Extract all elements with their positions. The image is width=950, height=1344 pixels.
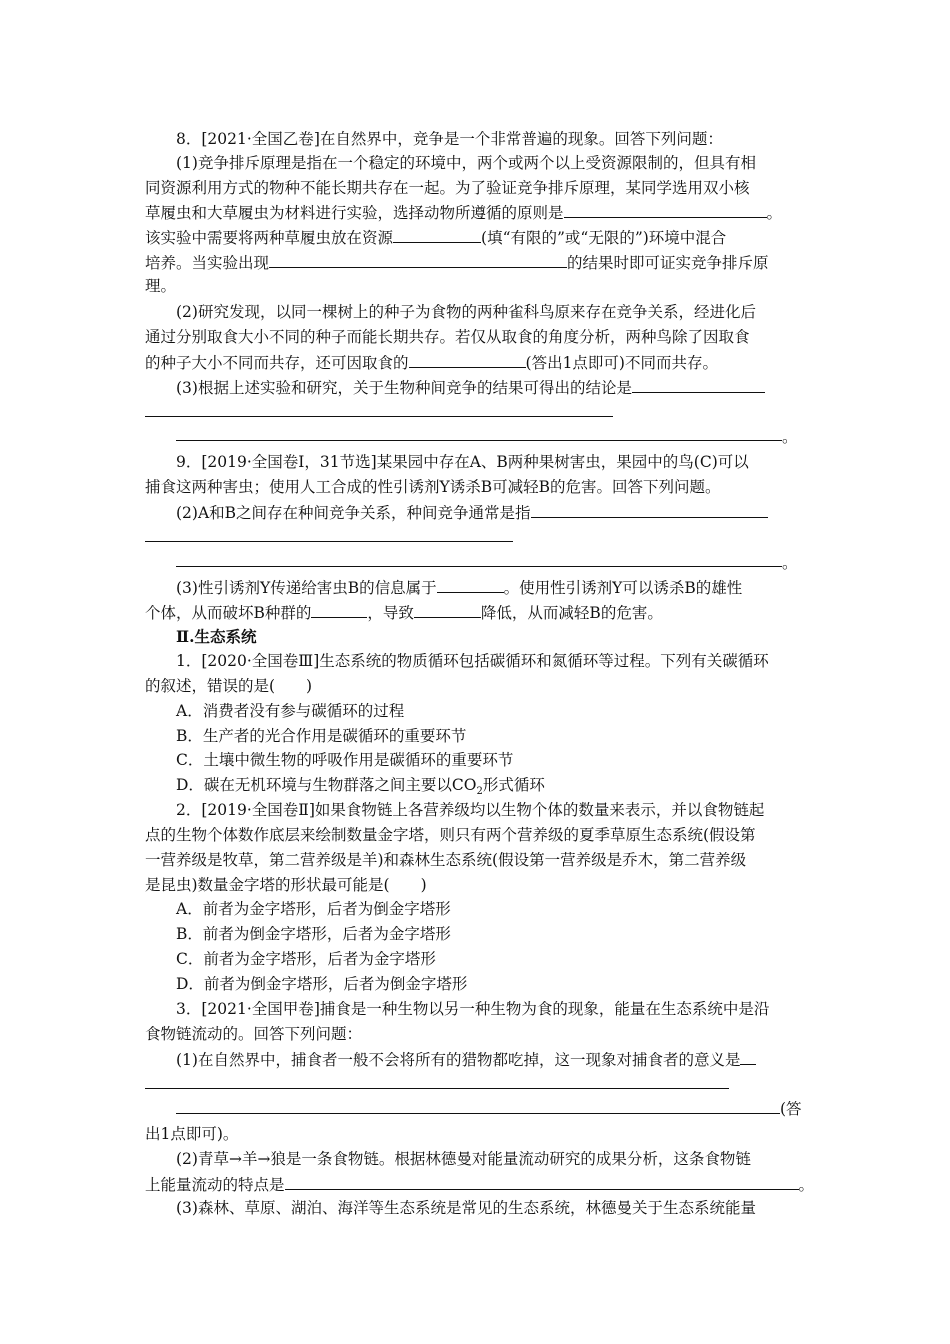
answer-line[interactable] — [145, 416, 613, 417]
q2-stem-line3: 一营养级是牧草，第二营养级是羊)和森林生态系统(假设第一营养级是乔木，第二营养级 — [145, 851, 747, 869]
q8-p1-line3: 草履虫和大草履虫为材料进行实验，选择动物所遵循的原则是 。 — [145, 200, 782, 226]
q9-p3-line2: 个体，从而破坏B种群的 ，导致 降低，从而减轻B的危害。 — [145, 600, 663, 626]
q3-p2-line1: (2)青草→羊→狼是一条食物链。根据林德曼对能量流动研究的成果分析，这条食物链 — [176, 1150, 751, 1168]
q9-p2-end: 。 — [782, 554, 798, 572]
q8-p1-line6: 理。 — [145, 277, 177, 295]
q1-option-c[interactable]: C．土壤中微生物的呼吸作用是碳循环的重要环节 — [176, 751, 514, 769]
answer-line[interactable] — [176, 440, 782, 441]
q8-p2-line3: 的种子大小不同而共存，还可因取食的 (答出1点即可)不同而共存。 — [145, 350, 718, 376]
q3-p3-line1: (3)森林、草原、湖泊、海洋等生态系统是常见的生态系统，林德曼关于生态系统能量 — [176, 1199, 756, 1217]
answer-blank[interactable] — [285, 1172, 799, 1190]
q3-p1-line1: (1)在自然界中，捕食者一般不会将所有的猎物都吃掉，这一现象对捕食者的意义是 — [176, 1047, 756, 1073]
q9-stem: 9．[2019·全国卷Ⅰ，31节选]某果园中存在A、B两种果树害虫，果园中的鸟(C)可以 — [176, 453, 749, 471]
q2-option-c[interactable]: C．前者为金字塔形，后者为金字塔形 — [176, 950, 436, 968]
answer-line[interactable] — [145, 1088, 729, 1089]
answer-blank[interactable] — [437, 575, 504, 593]
q8-p1-line5: 培养。当实验出现 的结果时即可证实竞争排斥原 — [145, 250, 769, 276]
q1-stem: 1．[2020·全国卷Ⅲ]生态系统的物质循环包括碳循环和氮循环等过程。下列有关碳循环 — [176, 652, 769, 670]
q8-p2-line1: (2)研究发现，以同一棵树上的种子为食物的两种雀科鸟原来存在竞争关系，经进化后 — [176, 303, 756, 321]
answer-blank[interactable] — [269, 250, 567, 268]
q3-p1-line4: 出1点即可)。 — [145, 1125, 239, 1143]
q9-p2-line1: (2)A和B之间存在种间竞争关系，种间竞争通常是指 — [176, 500, 768, 526]
answer-line[interactable] — [176, 566, 782, 567]
q8-p3-line1: (3)根据上述实验和研究，关于生物种间竞争的结果可得出的结论是 — [176, 375, 765, 401]
q9-p3-line1: (3)性引诱剂Y传递给害虫B的信息属于 。使用性引诱剂Y可以诱杀B的雄性 — [176, 575, 742, 601]
q2-option-a[interactable]: A．前者为金字塔形，后者为倒金字塔形 — [176, 900, 451, 918]
q8-p3-end: 。 — [782, 428, 798, 446]
answer-blank[interactable] — [414, 600, 481, 618]
q1-stem-line2: 的叙述，错误的是( ) — [145, 677, 313, 695]
q2-option-b[interactable]: B．前者为倒金字塔形，后者为金字塔形 — [176, 925, 451, 943]
q8-p1-line1: (1)竞争排斥原理是指在一个稳定的环境中，两个或两个以上受资源限制的，但具有相 — [176, 154, 756, 172]
q8-p1-line2: 同资源利用方式的物种不能长期共存在一起。为了验证竞争排斥原理，某同学选用双小核 — [145, 179, 750, 197]
q3-p2-line2: 上能量流动的特点是 。 — [145, 1172, 814, 1198]
q8-p1-line4: 该实验中需要将两种草履虫放在资源 (填“有限的”或“无限的”)环境中混合 — [145, 225, 726, 251]
q2-option-d[interactable]: D．前者为倒金字塔形，后者为倒金字塔形 — [176, 975, 468, 993]
answer-blank[interactable] — [531, 500, 768, 518]
answer-blank[interactable] — [393, 225, 481, 243]
q2-stem-line2: 点的生物个体数作底层来绘制数量金字塔，则只有两个营养级的夏季草原生态系统(假设第 — [145, 826, 756, 844]
section-title: Ⅱ.生态系统 — [176, 627, 257, 646]
answer-blank[interactable] — [740, 1047, 756, 1065]
answer-line[interactable] — [176, 1113, 780, 1114]
q3-p1-line3-tail: (答 — [780, 1100, 802, 1118]
q2-stem-line4: 是昆虫)数量金字塔的形状最可能是( ) — [145, 876, 427, 894]
answer-blank[interactable] — [632, 375, 765, 393]
q8-p2-line2: 通过分别取食大小不同的种子而能长期共存。若仅从取食的角度分析，两种鸟除了因取食 — [145, 328, 750, 346]
q8-stem: 8．[2021·全国乙卷]在自然界中，竞争是一个非常普遍的现象。回答下列问题： — [176, 130, 723, 148]
answer-blank[interactable] — [409, 350, 526, 368]
q1-option-a[interactable]: A．消费者没有参与碳循环的过程 — [176, 702, 405, 720]
q1-option-d[interactable]: D．碳在无机环境与生物群落之间主要以$CO_2$形式循环 — [176, 776, 545, 798]
q3-stem-line2: 食物链流动的。回答下列问题： — [145, 1025, 363, 1043]
q3-stem: 3．[2021·全国甲卷]捕食是一种生物以另一种生物为食的现象，能量在生态系统中是沿 — [176, 1000, 770, 1018]
q2-stem: 2．[2019·全国卷Ⅱ]如果食物链上各营养级均以生物个体的数量来表示，并以食物链起 — [176, 801, 765, 819]
q9-stem-line2: 捕食这两种害虫；使用人工合成的性引诱剂Y诱杀B可减轻B的危害。回答下列问题。 — [145, 478, 721, 496]
answer-blank[interactable] — [311, 600, 367, 618]
q1-option-b[interactable]: B．生产者的光合作用是碳循环的重要环节 — [176, 727, 467, 745]
answer-blank[interactable] — [564, 200, 767, 218]
answer-line[interactable] — [145, 541, 513, 542]
